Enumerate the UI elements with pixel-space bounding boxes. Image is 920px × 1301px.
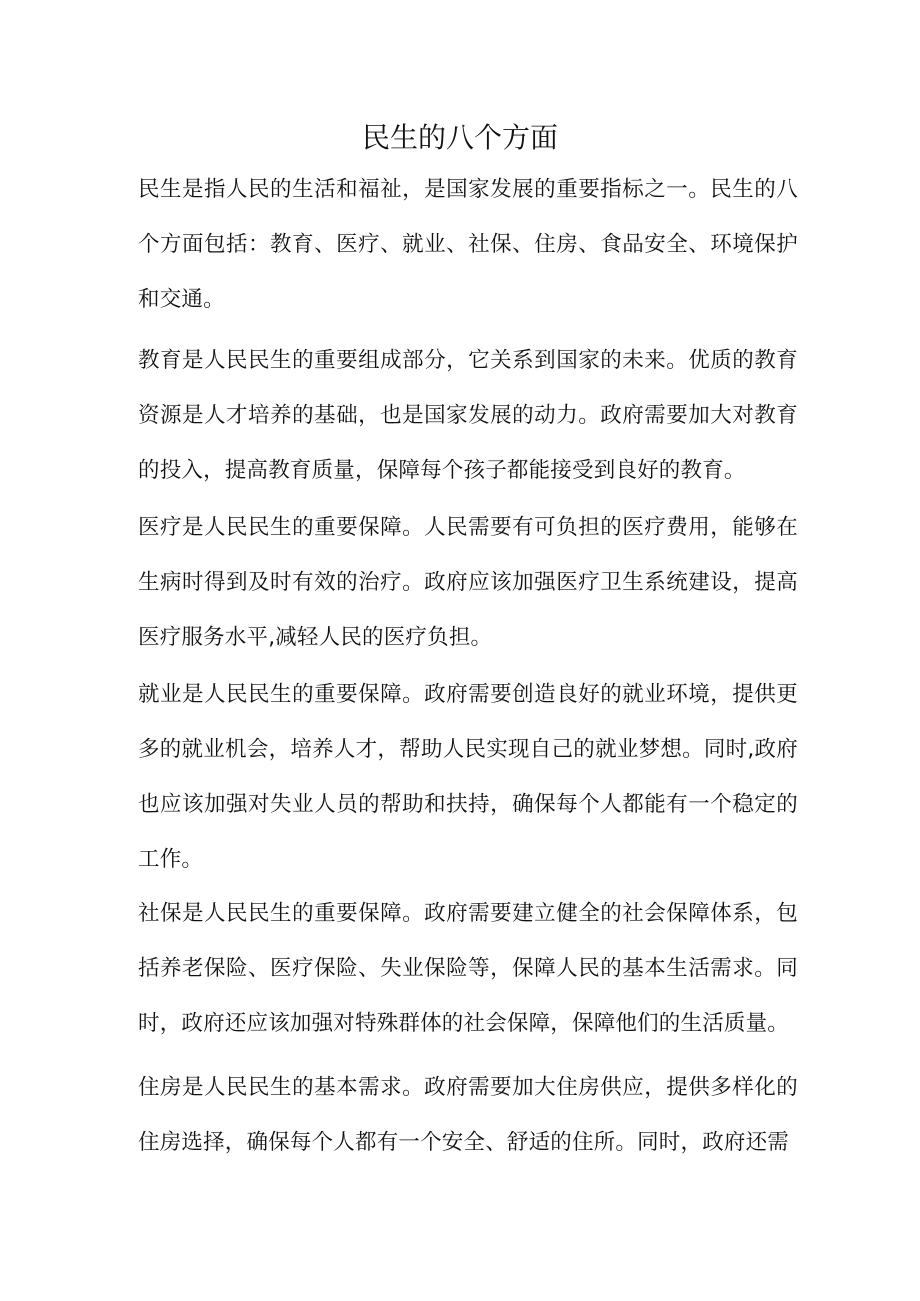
paragraph-education: 教育是人民民生的重要组成部分，它关系到国家的未来。优质的教育资源是人才培养的基础，也是国家发展的动力。政府需要加大对教育的投入，提高教育质量，保障每个孩子都能接受到良好的教育。 (138, 348, 798, 483)
paragraph-housing: 住房是人民民生的基本需求。政府需要加大住房供应，提供多样化的住房选择，确保每个人都有一个安全、舒适的住所。同时，政府还需 (138, 1075, 798, 1155)
paragraph-intro: 民生是指人民的生活和福祉，是国家发展的重要指标之一。民生的八个方面包括：教育、医疗、就业、社保、住房、食品安全、环境保护和交通。 (138, 177, 798, 312)
paragraph-employment: 就业是人民民生的重要保障。政府需要创造良好的就业环境，提供更多的就业机会，培养人才，帮助人民实现自己的就业梦想。同时,政府也应该加强对失业人员的帮助和扶持，确保每个人都能有一个稳定的工作。 (138, 682, 798, 872)
document-title: 民生的八个方面 (361, 121, 558, 154)
paragraph-healthcare: 医疗是人民民生的重要保障。人民需要有可负担的医疗费用，能够在生病时得到及时有效的治疗。政府应该加强医疗卫生系统建设，提高医疗服务水平,减轻人民的医疗负担。 (138, 515, 798, 650)
paragraph-social-security: 社保是人民民生的重要保障。政府需要建立健全的社会保障体系，包括养老保险、医疗保险、失业保险等，保障人民的基本生活需求。同时，政府还应该加强对特殊群体的社会保障，保障他们的生活质量。 (138, 901, 798, 1036)
